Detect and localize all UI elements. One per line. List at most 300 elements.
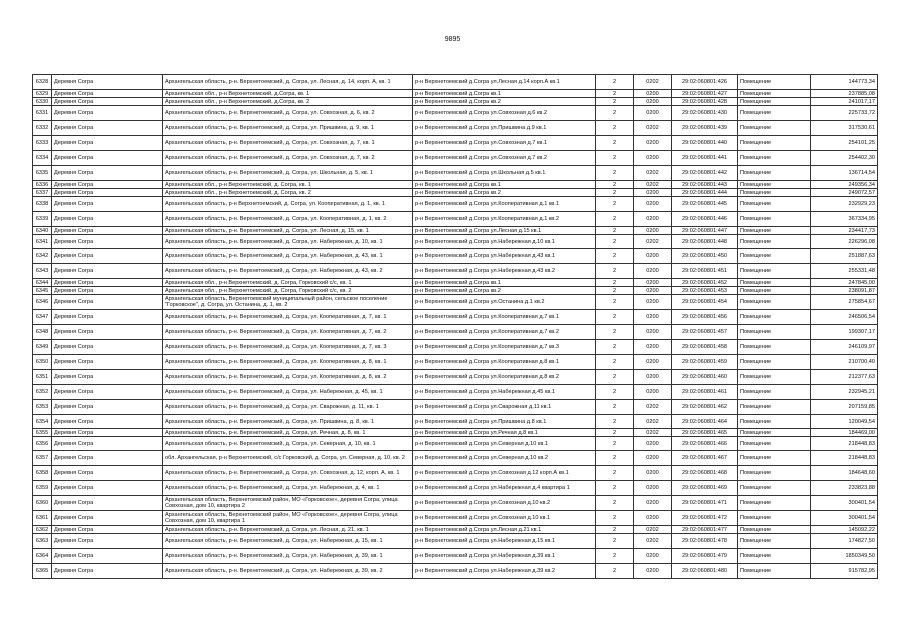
cell-address: Архангельская область, р-н. Верхнетоемский, д. Согра, ул. Набережная, д. 45, кв. 1 — [163, 385, 413, 400]
table-row — [33, 249, 878, 264]
cell-cadastral-number: 29:02:060801:472 — [672, 511, 738, 526]
cell-object-type: Помещение — [738, 197, 811, 212]
cell-locality: Деревня Согра — [52, 189, 163, 197]
table-row — [33, 481, 878, 496]
cell-flag: 2 — [596, 526, 634, 534]
cell-locality: Деревня Согра — [52, 355, 163, 370]
cell-locality: Деревня Согра — [52, 249, 163, 264]
cell-address-short: р-н Верхнетоемский д.Согра ул.Совхозная д.10 кв.2 — [413, 496, 596, 511]
cell-value: 317530,61 — [811, 121, 878, 136]
cell-cadastral-number: 29:02:060801:443 — [672, 181, 738, 189]
cell-value: 232945,21 — [811, 385, 878, 400]
table-row — [33, 287, 878, 295]
cell-cadastral-number: 29:02:060801:469 — [672, 481, 738, 496]
cell-flag: 2 — [596, 121, 634, 136]
cell-address: Архангельская обл., р-н Верхнетоемский, д. Согра, кв. 2 — [163, 189, 413, 197]
cell-locality: Деревня Согра — [52, 400, 163, 415]
cell-number: 6345 — [33, 287, 52, 295]
cell-address: Архангельская область, р-н. Верхнетоемский, д. Согра, ул. Совхозная, д. 6, кв. 2 — [163, 106, 413, 121]
cell-code: 0200 — [634, 189, 672, 197]
cell-value: 199307,17 — [811, 325, 878, 340]
cell-value: 136714,54 — [811, 166, 878, 181]
cell-flag: 2 — [596, 264, 634, 279]
cell-number: 6363 — [33, 534, 52, 549]
cell-address: Архангельская область, р-н Верхнетоемский, д. Согра, ул. Кооперативная, д. 1, кв. 1 — [163, 197, 413, 212]
cell-code: 0200 — [634, 340, 672, 355]
table-row — [33, 511, 878, 526]
cell-locality: Деревня Согра — [52, 466, 163, 481]
table-row — [33, 451, 878, 466]
cell-code: 0200 — [634, 466, 672, 481]
cell-code: 0200 — [634, 310, 672, 325]
cell-locality: Деревня Согра — [52, 264, 163, 279]
cell-flag: 2 — [596, 98, 634, 106]
cell-object-type: Помещение — [738, 451, 811, 466]
cell-address-short: р-н Верхнетоемский д.Согра ул.Набережная д.15 кв.1 — [413, 534, 596, 549]
cell-flag: 2 — [596, 75, 634, 90]
table-row — [33, 466, 878, 481]
table-row — [33, 136, 878, 151]
cell-address: Архангельская область, р-н. Верхнетоемский, д. Согра, ул. Набережная, д. 39, кв. 2 — [163, 564, 413, 579]
cell-cadastral-number: 29:02:060801:453 — [672, 287, 738, 295]
cell-object-type: Помещение — [738, 511, 811, 526]
cell-address: Архангельская область, р-н. Верхнетоемский, д. Согра, ул. Речная, д. 8, кв. 1 — [163, 429, 413, 437]
cell-locality: Деревня Согра — [52, 75, 163, 90]
cell-address: Архангельская область, р-н. Верхнетоемский, д. Согра, ул. Совхозная, д. 7, кв. 2 — [163, 151, 413, 166]
cell-locality: Деревня Согра — [52, 526, 163, 534]
cell-cadastral-number: 29:02:060801:456 — [672, 310, 738, 325]
cell-number: 6357 — [33, 451, 52, 466]
cell-flag: 2 — [596, 310, 634, 325]
cell-value: 120049,54 — [811, 415, 878, 429]
cell-address: Архангельская область, р-н. Верхнетоемский, д. Согра, ул. Кооперативная, д. 1, кв. 2 — [163, 212, 413, 227]
cell-value: 249356,34 — [811, 181, 878, 189]
cell-locality: Деревня Согра — [52, 197, 163, 212]
cell-locality: Деревня Согра — [52, 98, 163, 106]
cell-locality: Деревня Согра — [52, 310, 163, 325]
cell-object-type: Помещение — [738, 151, 811, 166]
cell-cadastral-number: 29:02:060801:427 — [672, 90, 738, 98]
cell-value: 247845,00 — [811, 279, 878, 287]
cell-locality: Деревня Согра — [52, 287, 163, 295]
cell-address-short: р-н Верхнетоемский д.Согра ул.Северная д.10 кв.1 — [413, 437, 596, 451]
cell-object-type: Помещение — [738, 385, 811, 400]
cell-number: 6338 — [33, 197, 52, 212]
table-row — [33, 549, 878, 564]
cell-value: 1850349,50 — [811, 549, 878, 564]
table-row — [33, 310, 878, 325]
table-row — [33, 98, 878, 106]
cell-code: 0200 — [634, 481, 672, 496]
cell-object-type: Помещение — [738, 526, 811, 534]
cell-code: 0200 — [634, 355, 672, 370]
cell-code: 0200 — [634, 370, 672, 385]
cell-value: 249072,57 — [811, 189, 878, 197]
table-row — [33, 264, 878, 279]
table-row — [33, 415, 878, 429]
cell-number: 6341 — [33, 235, 52, 249]
cell-flag: 2 — [596, 287, 634, 295]
cell-flag: 2 — [596, 400, 634, 415]
cell-value: 254101,25 — [811, 136, 878, 151]
cell-value: 300401,54 — [811, 496, 878, 511]
cell-address: Архангельская область, р-н. Верхнетоемский, д. Согра, ул. Кооперативная, д. 7, кв. 1 — [163, 310, 413, 325]
table-row — [33, 295, 878, 310]
cell-locality: Деревня Согра — [52, 90, 163, 98]
cell-flag: 2 — [596, 166, 634, 181]
table-row — [33, 212, 878, 227]
cell-flag: 2 — [596, 249, 634, 264]
cell-flag: 2 — [596, 279, 634, 287]
cell-number: 6342 — [33, 249, 52, 264]
cell-address-short: р-н Верхнетоемский д.Согра кв.2 — [413, 98, 596, 106]
cell-address: Архангельская область, р-н. Верхнетоемский, д. Согра, ул. Лесная, д. 21, кв. 1 — [163, 526, 413, 534]
table-body — [33, 75, 878, 579]
cell-value: 226296,08 — [811, 235, 878, 249]
cell-locality: Деревня Согра — [52, 106, 163, 121]
cell-number: 6344 — [33, 279, 52, 287]
cell-code: 0202 — [634, 235, 672, 249]
property-table — [32, 74, 878, 579]
cell-value: 218448,83 — [811, 437, 878, 451]
cell-address: Архангельская обл., р-н Верхнетоемский, д.Согра, кв. 1 — [163, 90, 413, 98]
cell-address: Архангельская область, р-н. Верхнетоемский, д. Согра, ул. Набережная, д. 43, кв. 2 — [163, 264, 413, 279]
cell-flag: 2 — [596, 181, 634, 189]
cell-value: 184469,00 — [811, 429, 878, 437]
cell-cadastral-number: 29:02:060801:442 — [672, 166, 738, 181]
cell-code: 0200 — [634, 295, 672, 310]
cell-number: 6354 — [33, 415, 52, 429]
cell-code: 0200 — [634, 451, 672, 466]
cell-code: 0200 — [634, 549, 672, 564]
cell-number: 6361 — [33, 511, 52, 526]
cell-object-type: Помещение — [738, 325, 811, 340]
cell-address-short: р-н Верхнетоемский д.Согра ул.Кооперативная д.1 кв.1 — [413, 197, 596, 212]
cell-address: Архангельская обл., р-н Верхнетоемский, д. Согра, Горковский с/с, кв. 1 — [163, 279, 413, 287]
cell-cadastral-number: 29:02:060801:428 — [672, 98, 738, 106]
cell-cadastral-number: 29:02:060801:480 — [672, 564, 738, 579]
cell-address-short: р-н Верхнетоемский д.Согра ул.Набережная д.39 кв.2 — [413, 564, 596, 579]
cell-address-short: р-н Верхнетоемский д.Согра ул.Кооперативная д.7 кв.3 — [413, 340, 596, 355]
cell-cadastral-number: 29:02:060801:448 — [672, 235, 738, 249]
cell-code: 0200 — [634, 197, 672, 212]
cell-address: Архангельская область, р-н. Верхнетоемский, д. Согра, ул. Набережная, д. 15, кв. 1 — [163, 534, 413, 549]
cell-locality: Деревня Согра — [52, 534, 163, 549]
cell-value: 241017,17 — [811, 98, 878, 106]
cell-value: 234417,73 — [811, 227, 878, 235]
cell-value: 915782,95 — [811, 564, 878, 579]
cell-value: 238091,87 — [811, 287, 878, 295]
cell-number: 6356 — [33, 437, 52, 451]
cell-code: 0200 — [634, 249, 672, 264]
cell-code: 0202 — [634, 415, 672, 429]
cell-flag: 2 — [596, 197, 634, 212]
cell-address: Архангельская область, р-н. Верхнетоемский, д. Согра, ул. Лесная, д. 14, корп. А, кв. 1 — [163, 75, 413, 90]
cell-locality: Деревня Согра — [52, 151, 163, 166]
cell-address-short: р-н Верхнетоемский д.Согра ул.Останина д.1 кв.2 — [413, 295, 596, 310]
cell-object-type: Помещение — [738, 90, 811, 98]
cell-number: 6328 — [33, 75, 52, 90]
cell-value: 218448,83 — [811, 451, 878, 466]
cell-address-short: р-н Верхнетоемский д.Согра ул.Совхозная д.12 корп.А кв.1 — [413, 466, 596, 481]
cell-address-short: р-н Верхнетоемский д.Согра ул.Речная д.8 кв.1 — [413, 429, 596, 437]
cell-cadastral-number: 29:02:060801:458 — [672, 340, 738, 355]
cell-value: 232929,23 — [811, 197, 878, 212]
cell-number: 6329 — [33, 90, 52, 98]
cell-value: 246506,54 — [811, 310, 878, 325]
cell-value: 174827,50 — [811, 534, 878, 549]
cell-address: Архангельская область, р-н. Верхнетоемский, д. Согра, ул. Кооперативная, д. 7, кв. 2 — [163, 325, 413, 340]
cell-object-type: Помещение — [738, 355, 811, 370]
cell-number: 6359 — [33, 481, 52, 496]
cell-number: 6358 — [33, 466, 52, 481]
cell-value: 367334,95 — [811, 212, 878, 227]
page-number: 9895 — [444, 36, 461, 43]
cell-address-short: р-н Верхнетоемский д.Согра ул.Совхозная д.7 кв.2 — [413, 151, 596, 166]
cell-object-type: Помещение — [738, 400, 811, 415]
cell-number: 6350 — [33, 355, 52, 370]
cell-address-short: р-н Верхнетоемский д.Согра кв.2 — [413, 189, 596, 197]
cell-flag: 2 — [596, 227, 634, 235]
cell-code: 0200 — [634, 151, 672, 166]
cell-cadastral-number: 29:02:060801:430 — [672, 106, 738, 121]
cell-value: 300401,54 — [811, 511, 878, 526]
cell-address: Архангельская обл., р-н Верхнетоемский, д.Согра, кв. 2 — [163, 98, 413, 106]
table-row — [33, 121, 878, 136]
table-row — [33, 325, 878, 340]
cell-number: 6348 — [33, 325, 52, 340]
cell-locality: Деревня Согра — [52, 279, 163, 287]
cell-number: 6349 — [33, 340, 52, 355]
cell-address: Архангельская область, Верхнетоемский муниципальный район, сельское поселение "Горковское", д. Согра, ул. Останина, д. 1, кв. 2 — [163, 295, 413, 310]
cell-address: Архангельская обл., р-н Верхнетоемский, д. Согра, Горковский с/с, кв. 2 — [163, 287, 413, 295]
cell-flag: 2 — [596, 295, 634, 310]
table-row — [33, 355, 878, 370]
cell-number: 6333 — [33, 136, 52, 151]
cell-code: 0202 — [634, 400, 672, 415]
cell-flag: 2 — [596, 481, 634, 496]
cell-address-short: р-н Верхнетоемский д.Согра ул.Пришвина д.9 кв.1 — [413, 121, 596, 136]
cell-address-short: р-н Верхнетоемский д.Согра кв.1 — [413, 90, 596, 98]
cell-locality: Деревня Согра — [52, 181, 163, 189]
cell-address-short: р-н Верхнетоемский д.Согра ул.Кооперативная д.8 кв.1 — [413, 355, 596, 370]
table-row — [33, 400, 878, 415]
cell-code: 0200 — [634, 106, 672, 121]
cell-address: обл. Архангельская, р-н Верхнетоемский, с/с Горковский, д. Согра, ул. Северная, д. 10, кв. 2 — [163, 451, 413, 466]
cell-flag: 2 — [596, 189, 634, 197]
cell-address-short: р-н Верхнетоемский д.Согра ул.Кооперативная д.8 кв.2 — [413, 370, 596, 385]
cell-object-type: Помещение — [738, 75, 811, 90]
cell-address: Архангельская область, Верхнетоемский район, МО «Горковское», деревня Согра, улица Совхозная, дом 10, квартира 2 — [163, 496, 413, 511]
cell-locality: Деревня Согра — [52, 429, 163, 437]
cell-locality: Деревня Согра — [52, 415, 163, 429]
cell-flag: 2 — [596, 437, 634, 451]
cell-object-type: Помещение — [738, 98, 811, 106]
cell-locality: Деревня Согра — [52, 564, 163, 579]
cell-value: 144773,34 — [811, 75, 878, 90]
cell-object-type: Помещение — [738, 295, 811, 310]
cell-number: 6347 — [33, 310, 52, 325]
cell-object-type: Помещение — [738, 310, 811, 325]
cell-locality: Деревня Согра — [52, 370, 163, 385]
cell-address-short: р-н Верхнетоемский д.Согра кв.1 — [413, 181, 596, 189]
cell-address-short: р-н Верхнетоемский д.Согра ул.Совхозная д.7 кв.1 — [413, 136, 596, 151]
cell-value: 233823,88 — [811, 481, 878, 496]
cell-cadastral-number: 29:02:060801:460 — [672, 370, 738, 385]
cell-object-type: Помещение — [738, 564, 811, 579]
cell-value: 225733,72 — [811, 106, 878, 121]
cell-flag: 2 — [596, 496, 634, 511]
cell-number: 6334 — [33, 151, 52, 166]
cell-number: 6360 — [33, 496, 52, 511]
cell-code: 0200 — [634, 496, 672, 511]
table-row — [33, 227, 878, 235]
cell-address-short: р-н Верхнетоемский д.Согра кв.2 — [413, 287, 596, 295]
cell-cadastral-number: 29:02:060801:454 — [672, 295, 738, 310]
cell-locality: Деревня Согра — [52, 437, 163, 451]
cell-object-type: Помещение — [738, 227, 811, 235]
cell-value: 237885,08 — [811, 90, 878, 98]
cell-address: Архангельская область, р-н. Верхнетоемский, д. Согра, ул. Набережная, д. 43, кв. 1 — [163, 249, 413, 264]
cell-number: 6331 — [33, 106, 52, 121]
cell-number: 6352 — [33, 385, 52, 400]
cell-cadastral-number: 29:02:060801:477 — [672, 526, 738, 534]
cell-value: 255331,48 — [811, 264, 878, 279]
cell-cadastral-number: 29:02:060801:459 — [672, 355, 738, 370]
table-row — [33, 166, 878, 181]
cell-cadastral-number: 29:02:060801:461 — [672, 385, 738, 400]
cell-object-type: Помещение — [738, 136, 811, 151]
cell-value: 210700,40 — [811, 355, 878, 370]
cell-cadastral-number: 29:02:060801:457 — [672, 325, 738, 340]
table-row — [33, 526, 878, 534]
cell-cadastral-number: 29:02:060801:440 — [672, 136, 738, 151]
table-row — [33, 534, 878, 549]
cell-code: 0202 — [634, 526, 672, 534]
cell-cadastral-number: 29:02:060801:439 — [672, 121, 738, 136]
cell-number: 6340 — [33, 227, 52, 235]
cell-flag: 2 — [596, 235, 634, 249]
cell-object-type: Помещение — [738, 466, 811, 481]
cell-code: 0200 — [634, 212, 672, 227]
table-row — [33, 340, 878, 355]
cell-address: Архангельская область, р-н. Верхнетоемский, д. Согра, ул. Кооперативная, д. 7, кв. 3 — [163, 340, 413, 355]
cell-address: Архангельская область, р-н. Верхнетоемский, д. Согра, ул. Кооперативная, д. 8, кв. 1 — [163, 355, 413, 370]
cell-code: 0202 — [634, 534, 672, 549]
cell-cadastral-number: 29:02:060801:444 — [672, 189, 738, 197]
cell-object-type: Помещение — [738, 279, 811, 287]
cell-cadastral-number: 29:02:060801:426 — [672, 75, 738, 90]
cell-number: 6339 — [33, 212, 52, 227]
cell-code: 0202 — [634, 181, 672, 189]
cell-object-type: Помещение — [738, 235, 811, 249]
cell-locality: Деревня Согра — [52, 166, 163, 181]
cell-address: Архангельская область, р-н. Верхнетоемский, д. Согра, ул. Сварожная, д. 11, кв. 1 — [163, 400, 413, 415]
cell-number: 6355 — [33, 429, 52, 437]
cell-cadastral-number: 29:02:060801:446 — [672, 212, 738, 227]
cell-cadastral-number: 29:02:060801:452 — [672, 279, 738, 287]
cell-code: 0200 — [634, 511, 672, 526]
cell-code: 0200 — [634, 279, 672, 287]
cell-locality: Деревня Согра — [52, 496, 163, 511]
cell-address-short: р-н Верхнетоемский д.Согра ул.Пришвина д.8 кв.1 — [413, 415, 596, 429]
cell-cadastral-number: 29:02:060801:479 — [672, 549, 738, 564]
cell-flag: 2 — [596, 106, 634, 121]
cell-object-type: Помещение — [738, 287, 811, 295]
cell-address-short: р-н Верхнетоемский д.Согра ул.Набережная д.45 кв.1 — [413, 385, 596, 400]
cell-flag: 2 — [596, 340, 634, 355]
table-row — [33, 181, 878, 189]
cell-locality: Деревня Согра — [52, 325, 163, 340]
cell-locality: Деревня Согра — [52, 451, 163, 466]
cell-address-short: р-н Верхнетоемский д.Согра ул.Кооперативная д.7 кв.1 — [413, 310, 596, 325]
cell-object-type: Помещение — [738, 249, 811, 264]
cell-address-short: р-н Верхнетоемский д.Согра ул.Набережная д.43 кв.1 — [413, 249, 596, 264]
table-row — [33, 151, 878, 166]
cell-flag: 2 — [596, 466, 634, 481]
cell-object-type: Помещение — [738, 106, 811, 121]
cell-object-type: Помещение — [738, 481, 811, 496]
cell-number: 6362 — [33, 526, 52, 534]
cell-address-short: р-н Верхнетоемский д.Согра ул.Набережная д.10 кв.1 — [413, 235, 596, 249]
cell-object-type: Помещение — [738, 121, 811, 136]
cell-cadastral-number: 29:02:060801:451 — [672, 264, 738, 279]
cell-cadastral-number: 29:02:060801:465 — [672, 429, 738, 437]
cell-object-type: Помещение — [738, 370, 811, 385]
cell-object-type: Помещение — [738, 429, 811, 437]
cell-address: Архангельская область, р-н. Верхнетоемский, д. Согра, ул. Набережная, д. 10, кв. 1 — [163, 235, 413, 249]
cell-locality: Деревня Согра — [52, 481, 163, 496]
cell-locality: Деревня Согра — [52, 212, 163, 227]
cell-address: Архангельская область, Верхнетоемский район, МО «Горковское», деревня Согра, улица Совхозная, дом 10, квартира 1 — [163, 511, 413, 526]
cell-address: Архангельская область, р-н. Верхнетоемский, д. Согра, ул. Кооперативная, д. 8, кв. 2 — [163, 370, 413, 385]
cell-cadastral-number: 29:02:060801:445 — [672, 197, 738, 212]
cell-locality: Деревня Согра — [52, 235, 163, 249]
cell-number: 6343 — [33, 264, 52, 279]
table-row — [33, 385, 878, 400]
cell-flag: 2 — [596, 385, 634, 400]
cell-cadastral-number: 29:02:060801:450 — [672, 249, 738, 264]
cell-number: 6351 — [33, 370, 52, 385]
cell-address-short: р-н Верхнетоемский д.Согра ул.Школьная д.5 кв.1 — [413, 166, 596, 181]
table-row — [33, 90, 878, 98]
cell-address-short: р-н Верхнетоемский д.Согра ул.Лесная д.21 кв.1 — [413, 526, 596, 534]
cell-locality: Деревня Согра — [52, 340, 163, 355]
cell-address: Архангельская область, р-н. Верхнетоемский, д. Согра, ул. Школьная, д. 5, кв. 1 — [163, 166, 413, 181]
cell-object-type: Помещение — [738, 496, 811, 511]
cell-object-type: Помещение — [738, 166, 811, 181]
cell-cadastral-number: 29:02:060801:478 — [672, 534, 738, 549]
cell-code: 0202 — [634, 429, 672, 437]
cell-address-short: р-н Верхнетоемский д.Согра ул.Совхозная д.10 кв.1 — [413, 511, 596, 526]
cell-number: 6365 — [33, 564, 52, 579]
cell-code: 0200 — [634, 90, 672, 98]
cell-object-type: Помещение — [738, 415, 811, 429]
cell-flag: 2 — [596, 90, 634, 98]
cell-code: 0200 — [634, 564, 672, 579]
table-row — [33, 429, 878, 437]
cell-address-short: р-н Верхнетоемский д.Согра ул.Сварожная д.11 кв.1 — [413, 400, 596, 415]
cell-number: 6337 — [33, 189, 52, 197]
cell-code: 0200 — [634, 227, 672, 235]
cell-cadastral-number: 29:02:060801:467 — [672, 451, 738, 466]
cell-value: 145092,22 — [811, 526, 878, 534]
cell-address-short: р-н Верхнетоемский д.Согра ул.Набережная д.43 кв.2 — [413, 264, 596, 279]
cell-address-short: р-н Верхнетоемский д.Согра ул.Набережная д.4 квартира 1 — [413, 481, 596, 496]
table-row — [33, 279, 878, 287]
cell-flag: 2 — [596, 429, 634, 437]
cell-code: 0200 — [634, 287, 672, 295]
